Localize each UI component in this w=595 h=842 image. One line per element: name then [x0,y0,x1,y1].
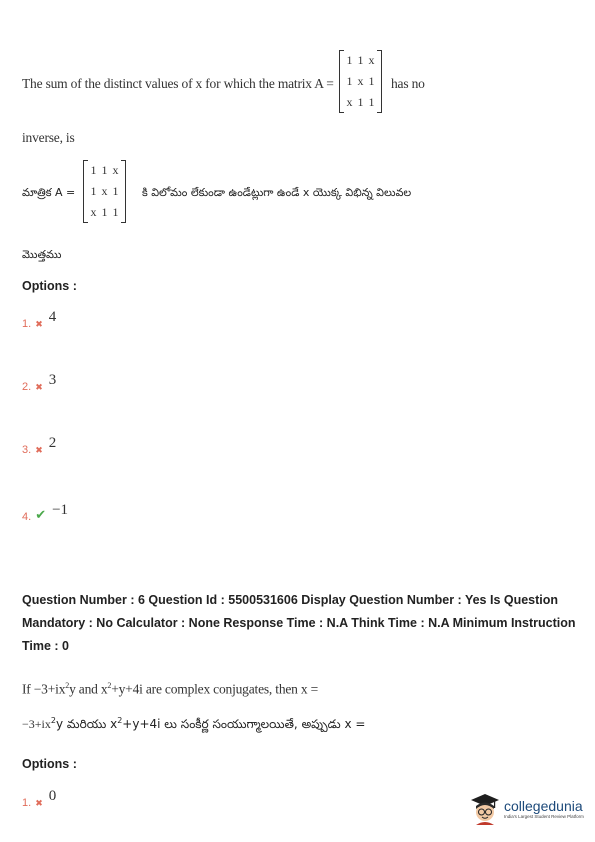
option-number: 1. [22,797,32,809]
collegedunia-logo [470,792,584,826]
question-meta-line: Time : 0 [22,639,70,653]
matrix-cell: 1 [90,184,97,198]
matrix-cell: x [101,184,108,198]
expr-part: −3+ix [22,717,51,731]
question-text-telugu: కి విలోమం లేకుండా ఉండేట్లుగా ఉండే x యొక్క విభిన్న విలువల [142,186,412,199]
logo-wordmark: collegedunia [504,797,583,814]
matrix [339,50,382,113]
question-text: has no [391,76,425,91]
option-value: 4 [48,309,57,325]
option-value: 2 [48,435,57,451]
question-meta-line: Mandatory : No Calculator : None Response Time : N.A Think Time : N.A Minimum Instruction [22,616,576,630]
matrix-cell: 1 [368,74,375,88]
option-2[interactable] [22,372,57,393]
matrix-cell: 1 [357,95,364,109]
option-4[interactable] [22,502,69,523]
exponent: 2 [65,681,70,690]
matrix-cell: 1 [101,163,108,177]
question-text: The sum of the distinct values of x for which the matrix A = [22,76,334,91]
expr-part: y and x [69,681,108,697]
cross-icon: ✖ [35,798,43,808]
options-label: Options : [22,757,77,771]
matrix-cell: 1 [346,74,353,88]
expr-part: y మరియు x [55,717,118,731]
matrix-cell: x [90,205,97,219]
graduate-mascot-icon [470,792,500,826]
exponent: 2 [107,681,112,690]
question-text-telugu: మొత్తము [22,248,62,261]
matrix-cell: 1 [112,205,119,219]
expr-part: +y+4i are complex conjugates, then x = [111,681,319,697]
option-number: 4. [22,511,32,523]
cross-icon: ✖ [35,382,43,392]
option-value: 0 [48,788,57,804]
option-number: 1. [22,318,32,330]
matrix-cell: x [368,53,375,67]
matrix-cell: 1 [368,95,375,109]
matrix-cell: 1 [90,163,97,177]
matrix-cell: 1 [112,184,119,198]
matrix-cell: x [346,95,353,109]
question-text-telugu: మాత్రిక A = [22,186,76,199]
question-meta [22,589,576,658]
matrix-cell: 1 [346,53,353,67]
question-text [22,681,318,698]
matrix-cell: x [112,163,119,177]
matrix-cell: 1 [357,53,364,67]
cross-icon: ✖ [35,445,43,455]
logo-tagline: India's Largest Student Review Platform [504,813,584,819]
option-3[interactable] [22,435,57,456]
check-icon: ✔ [35,507,47,522]
expr-part: If −3+ix [22,681,66,697]
option-number: 2. [22,381,32,393]
option-value: 3 [48,372,57,388]
option-1[interactable] [22,788,57,809]
options-label: Options : [22,279,77,293]
matrix-cell: 1 [101,205,108,219]
question-meta-line: Question Number : 6 Question Id : 5500531606 Display Question Number : Yes Is Question [22,593,559,607]
question-text-telugu [22,716,365,734]
cross-icon: ✖ [35,319,43,329]
option-1[interactable] [22,309,57,330]
matrix [83,160,126,223]
matrix-cell: x [357,74,364,88]
expr-part: +y+4i లు సంకీర్ణ సంయుగ్మాలయితే, అప్పుడు x = [122,717,366,731]
option-value: −1 [52,502,69,518]
option-number: 3. [22,444,32,456]
exponent: 2 [50,716,56,725]
exponent: 2 [117,716,123,725]
question-text: inverse, is [22,130,75,145]
